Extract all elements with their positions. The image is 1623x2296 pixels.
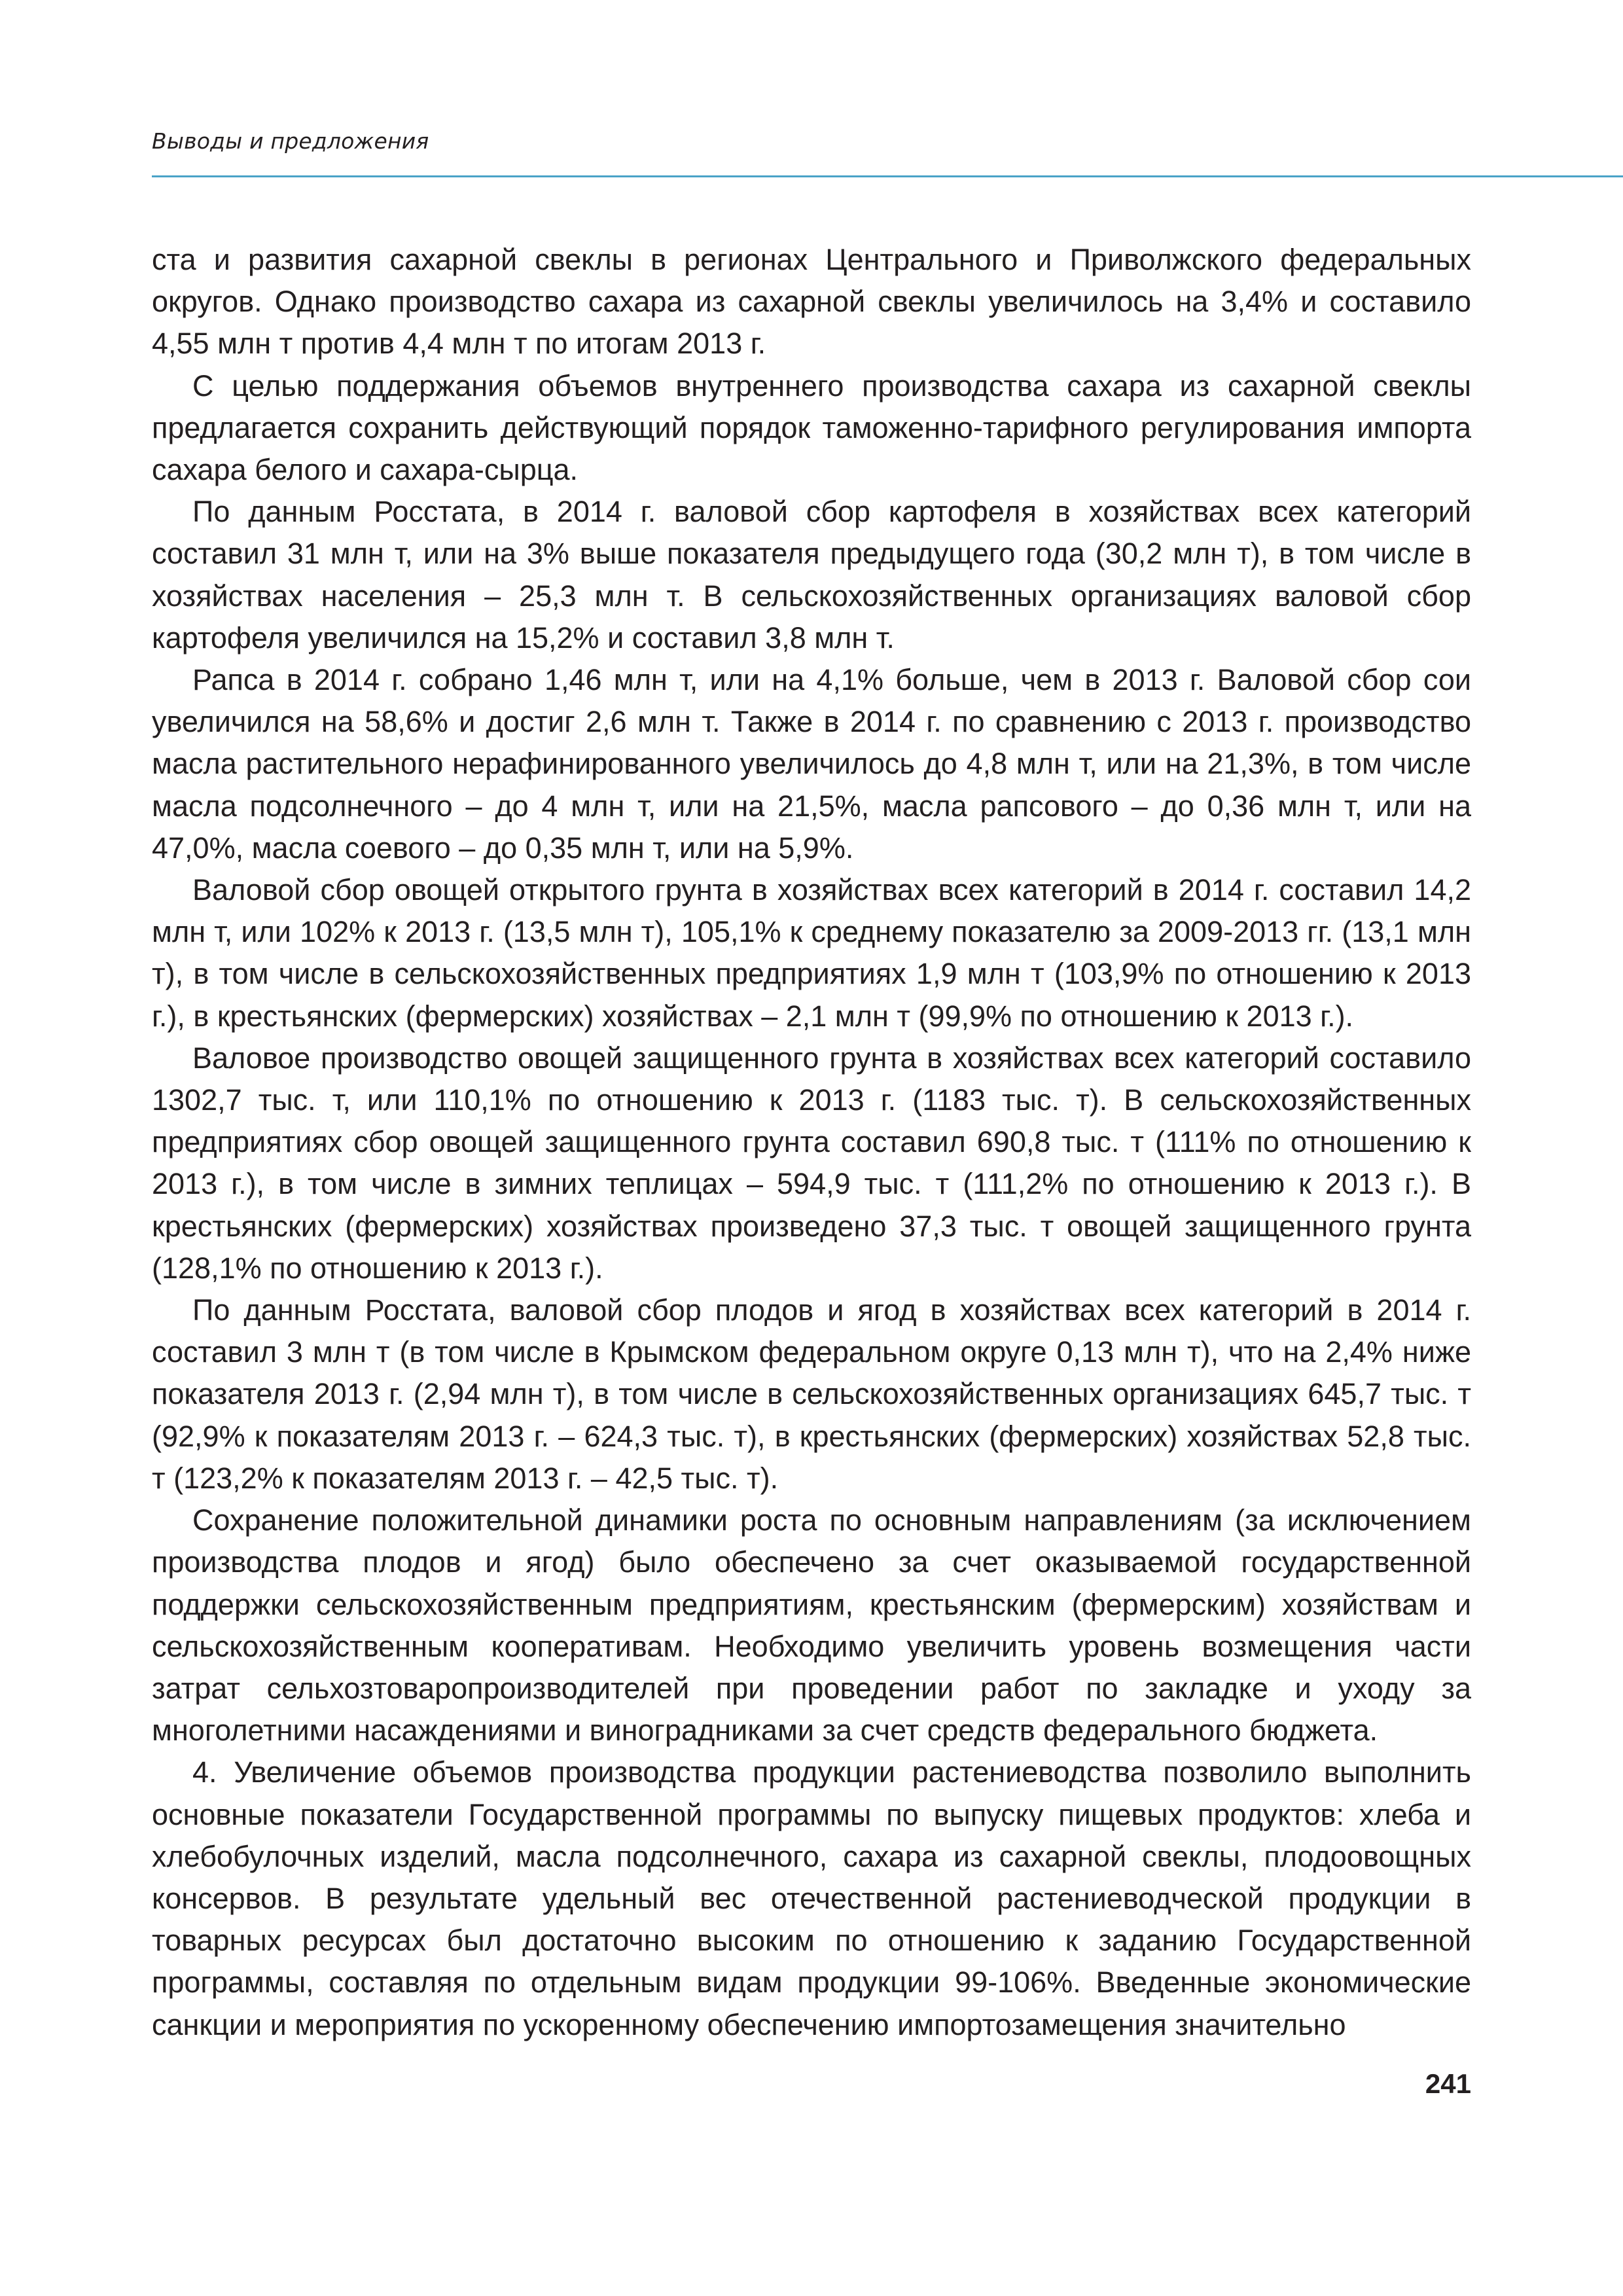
paragraph: Сохранение положительной динамики роста по основным направлениям (за исключением производства плодов и ягод) было обеспечено за счет оказываемой государственной поддержки сельскохозяйственным предприятиям, крестьянским (фермерским) хозяйствам и сельскохозяйственным кооперативам. Необходимо увеличить уровень возмещения части затрат сельхозтоваропроизводителей при проведении работ по закладке и уходу за многолетними насаждениями и виноградниками за счет средств федерального бюджета. [152, 1503, 1471, 1748]
paragraph: Валовое производство овощей защищенного грунта в хозяйствах всех категорий составило 1302,7 тыс. т, или 110,1% по отношению к 2013 г. (1183 тыс. т). В сельскохозяйственных предприятиях сбор овощей защищенного грунта составил 690,8 тыс. т (111% по отношению к 2013 г.), в том числе в зимних теплицах – 594,9 тыс. т (111,2% по отношению к 2013 г.). В крестьянских (фермерских) хозяйствах произведено 37,3 тыс. т овощей защищенного грунта (128,1% по отношению к 2013 г.). [152, 1041, 1471, 1285]
page-number: 241 [1425, 2068, 1471, 2099]
body-text [152, 239, 1471, 2046]
paragraph: Рапса в 2014 г. собрано 1,46 млн т, или на 4,1% больше, чем в 2013 г. Валовой сбор сои увеличился на 58,6% и достиг 2,6 млн т. Также в 2014 г. по сравнению с 2013 г. производство масла растительного нерафинированного увеличилось до 4,8 млн т, или на 21,3%, в том числе масла подсолнечного – до 4 млн т, или на 21,5%, масла рапсового – до 0,36 млн т, или на 47,0%, масла соевого – до 0,35 млн т, или на 5,9%. [152, 663, 1471, 865]
paragraph: По данным Росстата, в 2014 г. валовой сбор картофеля в хозяйствах всех категорий составил 31 млн т, или на 3% выше показателя предыдущего года (30,2 млн т), в том числе в хозяйствах населения – 25,3 млн т. В сельскохозяйственных организациях валовой сбор картофеля увеличился на 15,2% и составил 3,8 млн т. [152, 495, 1471, 655]
paragraph: Валовой сбор овощей открытого грунта в хозяйствах всех категорий в 2014 г. составил 14,2 млн т, или 102% к 2013 г. (13,5 млн т), 105,1% к среднему показателю за 2009-2013 гг. (13,1 млн т), в том числе в сельскохозяйственных предприятиях 1,9 млн т (103,9% по отношению к 2013 г.), в крестьянских (фермерских) хозяйствах – 2,1 млн т (99,9% по отношению к 2013 г.). [152, 873, 1471, 1033]
running-header: Выводы и предложения [152, 128, 429, 154]
paragraph: 4. Увеличение объемов производства продукции растениеводства позволило выполнить основные показатели Государственной программы по выпуску пищевых продуктов: хлеба и хлебобулочных изделий, масла подсолнечного, сахара из сахарной свеклы, плодоовощных консервов. В результате удельный вес отечественной растениеводческой продукции в товарных ресурсах был достаточно высоким по отношению к заданию Государственной программы, составляя по отдельным видам продукции 99-106%. Введенные экономические санкции и мероприятия по ускоренному обеспечению импортозамещения значительно [152, 1755, 1471, 2041]
paragraph: С целью поддержания объемов внутреннего производства сахара из сахарной свеклы предлагается сохранить действующий порядок таможенно-тарифного регулирования импорта сахара белого и сахара-сырца. [152, 368, 1471, 487]
paragraph: ста и развития сахарной свеклы в регионах Центрального и Приволжского федеральных округов. Однако производство сахара из сахарной свеклы увеличилось на 3,4% и составило 4,55 млн т против 4,4 млн т по итогам 2013 г. [152, 243, 1471, 361]
header-divider [152, 175, 1623, 177]
paragraph: По данным Росстата, валовой сбор плодов и ягод в хозяйствах всех категорий в 2014 г. составил 3 млн т (в том числе в Крымском федеральном округе 0,13 млн т), что на 2,4% ниже показателя 2013 г. (2,94 млн т), в том числе в сельскохозяйственных организациях 645,7 тыс. т (92,9% к показателям 2013 г. – 624,3 тыс. т), в крестьянских (фермерских) хозяйствах 52,8 тыс. т (123,2% к показателям 2013 г. – 42,5 тыс. т). [152, 1293, 1471, 1495]
